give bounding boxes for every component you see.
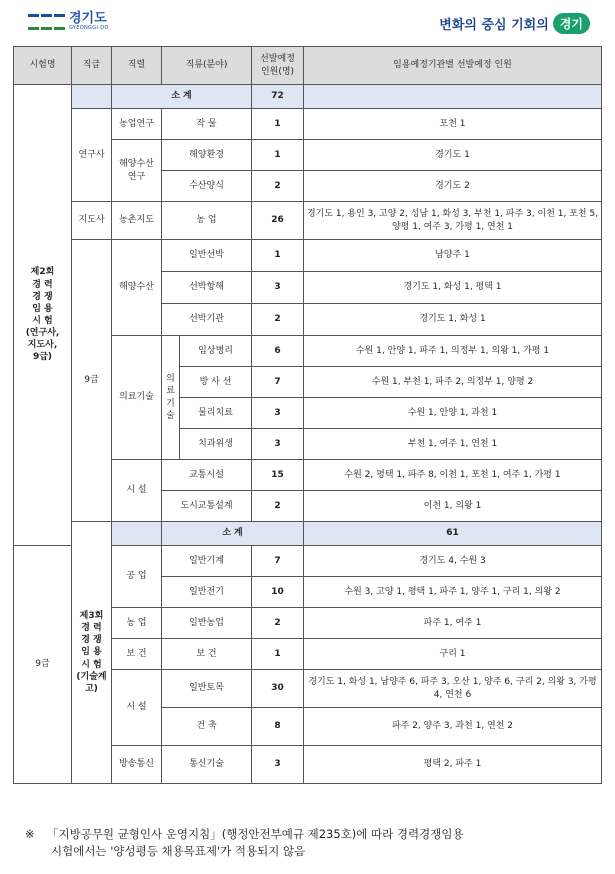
round3-name: 제3회 경 력 경 쟁 임 용 시 험 (기술계고) (72, 522, 112, 784)
grade-9: 9급 (72, 240, 112, 522)
round3-subtotal-label: 소 계 (162, 522, 304, 546)
round3-subtotal: 61 (304, 522, 602, 546)
slogan (439, 13, 590, 34)
table-row: 보 건 보 건 1 구리 1 (14, 639, 602, 670)
table-row: 선박항해 3 경기도 1, 화성 1, 평택 1 (14, 272, 602, 304)
note-line1: 「지방공무원 균형인사 운영지침」(행정안전부예규 제235호)에 따라 경력경쟁임용 (47, 827, 464, 841)
logo-mark-icon (28, 14, 65, 30)
col-count: 선발예정 인원(명) (252, 47, 304, 85)
table-row: 의료기술 의 료 기 술 임상병리 6 수원 1, 안양 1, 파주 1, 의정부 1, 의왕 1, 가평 1 (14, 336, 602, 367)
table-row: 시 설 일반토목 30 경기도 1, 화성 1, 남양주 6, 파주 3, 오산 1, 양주 6, 구리 2, 의왕 3, 가평 4, 연천 6 (14, 670, 602, 708)
gyeonggi-logo (28, 12, 109, 31)
col-series: 직렬 (112, 47, 162, 85)
logo-korean: 경기도 (69, 11, 107, 26)
table-row: 방 사 선 7 수원 1, 부천 1, 파주 2, 의정부 1, 양평 2 (14, 367, 602, 398)
table-row: 치과위생 3 부천 1, 여주 1, 연천 1 (14, 429, 602, 460)
table-row: 방송통신 통신기술 3 평택 2, 파주 1 (14, 746, 602, 784)
col-org: 임용예정기관별 선발예정 인원 (304, 47, 602, 85)
col-exam: 시험명 (14, 47, 72, 85)
grade-9-round3: 9급 (14, 546, 72, 784)
table-row: 도시교통설계 2 이천 1, 의왕 1 (14, 491, 602, 522)
table-row: 일반전기 10 수원 3, 고양 1, 평택 1, 파주 1, 양주 1, 구리 1, 의왕 2 (14, 577, 602, 608)
logo-english: GYEONGGI-DO (69, 25, 109, 31)
col-grade: 직급 (72, 47, 112, 85)
slogan-badge: 경기 (553, 13, 590, 34)
round2-subtotal-label: 소 계 (112, 85, 252, 109)
slogan-text: 변화의 중심 기회의 (439, 18, 549, 33)
table-row: 건 축 8 파주 2, 양주 3, 과천 1, 연천 2 (14, 708, 602, 746)
table-row: 농 업 일반농업 2 파주 1, 여주 1 (14, 608, 602, 639)
table-row: 선박기관 2 경기도 1, 화성 1 (14, 304, 602, 336)
note-mark: ※ (25, 827, 35, 841)
table-row: 해양수산 연구 해양환경 1 경기도 1 (14, 140, 602, 171)
round2-subtotal: 72 (252, 85, 304, 109)
grade-instructor: 지도사 (72, 202, 112, 240)
round2-subtotal-row (14, 85, 602, 109)
table-header-row (14, 47, 602, 85)
note-line2: 시험에서는 '양성평등 채용목표제'가 적용되지 않음 (51, 844, 306, 859)
table-row: 지도사 농촌지도 농 업 26 경기도 1, 용인 3, 고양 2, 성남 1, 화성 3, 부천 1, 파주 3, 이천 1, 포천 5, 양평 1, 여주 3, 가평 1, 연천 1 (14, 202, 602, 240)
table-row: 물리치료 3 수원 1, 안양 1, 과천 1 (14, 398, 602, 429)
footnote (25, 826, 605, 861)
grade-researcher: 연구사 (72, 109, 112, 202)
table-row: 9급 공 업 일반기계 7 경기도 4, 수원 3 (14, 546, 602, 577)
recruitment-table (13, 46, 602, 784)
page-header (0, 0, 615, 44)
round2-name: 제2회 경 력 경 쟁 임 용 시 험 (연구사, 지도사, 9급) (14, 85, 72, 546)
table-row: 시 설 교통시설 15 수원 2, 평택 1, 파주 8, 이천 1, 포천 1, 여주 1, 가평 1 (14, 460, 602, 491)
round3-subtotal-row (14, 522, 602, 546)
col-field: 직류(분야) (162, 47, 252, 85)
table-row: 연구사 농업연구 작 물 1 포천 1 (14, 109, 602, 140)
table-row: 9급 해양수산 일반선박 1 남양주 1 (14, 240, 602, 272)
table-row: 수산양식 2 경기도 2 (14, 171, 602, 202)
